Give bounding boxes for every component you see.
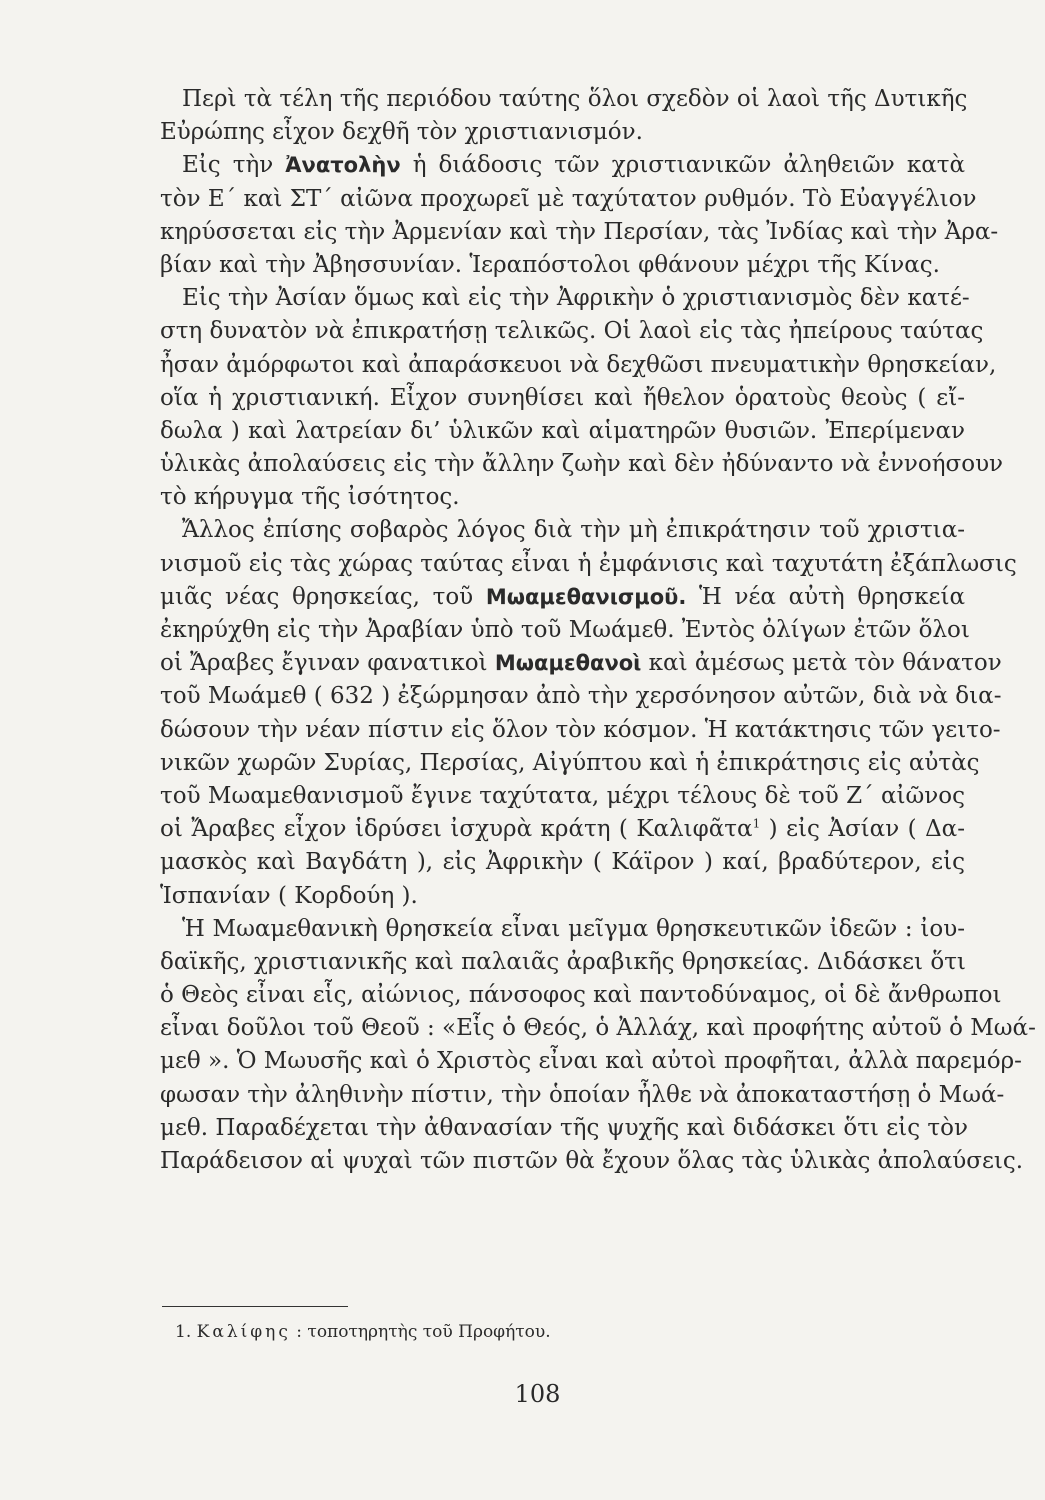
footnote-number: 1. [175,1322,192,1342]
text-line [160,249,965,282]
text-run: Ἡ νέα αὐτὴ θρησκεία [686,583,966,610]
text-line [160,880,965,913]
text-run: Περὶ τὰ τέλη τῆς περιόδου ταύτης ὅλοι σχεδὸν οἱ λαοὶ τῆς Δυτικῆς [182,86,968,112]
text-run: μασκὸς καὶ Βαγδάτη ), εἰς Ἀφρικὴν ( Κάϊρον ) καί, βραδύτερον, εἰς [160,849,965,876]
text-line [160,1079,1005,1112]
text-line [160,349,997,382]
paragraph [160,514,1017,912]
text-run: Ἄλλος ἐπίσης σοβαρὸς λόγος διὰ τὴν μὴ ἐπικράτησιν τοῦ χριστια- [182,517,965,544]
text-run: τοῦ Μωάμεθ ( 632 ) ἐξώρμησαν ἀπὸ τὴν χερσόνησον αὐτῶν, διὰ νὰ δια- [160,683,1002,710]
text-line [160,714,1001,747]
text-run: οἱ Ἄραβες ἔγιναν φανατικοὶ [160,650,495,677]
text-run: ὑλικὰς ἀπολαύσεις εἰς τὴν ἄλλην ζωὴν καὶ δὲν ἠδύναντο νὰ ἐννοήσουν [160,451,1004,478]
text-line [160,415,965,448]
text-run: φωσαν τὴν ἀληθινὴν πίστιν, τὴν ὁποίαν ἦλθε νὰ ἀποκαταστήσῃ ὁ Μωά- [160,1081,1005,1108]
text-line [160,216,999,249]
text-line [160,913,965,946]
text-line [160,1145,1024,1178]
text-run: ἡ διάδοσις τῶν χριστιανικῶν ἀληθειῶν κατὰ [400,152,965,179]
text-run: μεθ. Παραδέχεται τὴν ἀθανασίαν τῆς ψυχῆς καὶ διδάσκει ὅτι εἰς τὸν [160,1114,968,1141]
footnote-text: : τοποτηρητὴς τοῦ Προφήτου. [296,1322,551,1342]
text-run: τοῦ Μωαμεθανισμοῦ ἔγινε ταχύτατα, μέχρι τέλους δὲ τοῦ Ζ΄ αἰῶνος [160,782,965,809]
text-line [160,83,968,116]
text-run: Εὐρώπης εἶχον δεχθῆ τὸν χριστιανισμόν. [160,119,643,146]
text-run: βίαν καὶ τὴν Ἀβησσυνίαν. Ἱεραπόστολοι φθάνουν μέχρι τῆς Κίνας. [160,251,940,278]
text-line [160,116,965,149]
text-line [160,548,1017,581]
text-run: ἦσαν ἀμόρφωτοι καὶ ἀπαράσκευοι νὰ δεχθῶσι πνευματικὴν θρησκείαν, [160,351,997,378]
text-run: ) εἰς Ἀσίαν ( Δα- [760,816,965,843]
paragraph [160,913,1036,1179]
text-line [160,282,970,315]
text-run: Εἰς τὴν [182,152,286,179]
text-run: ὁ Θεὸς εἶναι εἷς, αἰώνιος, πάνσοφος καὶ παντοδύναμος, οἱ δὲ ἄνθρωποι [160,982,1002,1009]
text-run: καὶ ἀμέσως μετὰ τὸν θάνατον [641,650,1002,677]
paragraph [160,149,999,282]
text-run: Ἱσπανίαν ( Κορδούη ). [160,882,418,909]
text-line [160,1112,968,1145]
text-run: μεθ ». Ὁ Μωυσῆς καὶ ὁ Χριστὸς εἶναι καὶ αὐτοὶ προφῆται, ἀλλὰ παρεμόρ- [160,1048,1022,1075]
text-run: ἐκηρύχθη εἰς τὴν Ἀραβίαν ὑπὸ τοῦ Μωάμεθ. Ἐντὸς ὀλίγων ἐτῶν ὅλοι [160,617,970,643]
text-line [160,448,1004,481]
text-line [160,647,1002,680]
text-line [160,1012,1036,1045]
text-line [160,846,965,879]
text-line [160,979,1002,1012]
text-run: κηρύσσεται εἰς τὴν Ἀρμενίαν καὶ τὴν Περσίαν, τὰς Ἰνδίας καὶ τὴν Ἀρα- [160,218,999,245]
paragraph [160,282,1004,514]
text-line [160,946,965,979]
footnote-term: Καλίφης [196,1322,291,1342]
footnote-divider [162,1306,348,1307]
text-line [160,1045,1022,1078]
text-run: οἵα ἡ χριστιανική. Εἶχον συνηθίσει καὶ ἤθελον ὁρατοὺς θεοὺς ( εἴ- [160,384,965,411]
text-line [160,747,980,780]
text-line [160,614,970,647]
footnote-marker: 1 [752,816,761,831]
bold-term: Μωαμεθανοὶ [494,651,642,676]
text-line [160,813,965,846]
paragraph [160,83,968,149]
text-line [160,780,965,813]
text-line [160,382,965,415]
text-line [160,581,965,614]
text-run: νικῶν χωρῶν Συρίας, Περσίας, Αἰγύπτου καὶ ἡ ἐπικράτησις εἰς αὐτὰς [160,749,980,776]
text-line [160,183,977,216]
text-line [160,149,965,182]
text-line [160,680,1002,713]
text-line [160,481,965,514]
bold-term: Ἀνατολὴν [285,153,401,178]
text-run: Ἡ Μωαμεθανικὴ θρησκεία εἶναι μεῖγμα θρησκευτικῶν ἰδεῶν : ἰου- [182,915,965,942]
footnote [175,1322,551,1342]
text-run: οἱ Ἄραβες εἶχον ἱδρύσει ἰσχυρὰ κράτη ( Καλιφᾶτα [160,816,753,843]
text-run: τὸν Ε΄ καὶ ΣΤ΄ αἰῶνα προχωρεῖ μὲ ταχύτατον ρυθμόν. Τὸ Εὐαγγέλιον [160,185,977,212]
bold-term: Μωαμεθανισμοῦ. [485,584,687,609]
text-run: Παράδεισον αἱ ψυχαὶ τῶν πιστῶν θὰ ἔχουν ὅλας τὰς ὑλικὰς ἀπολαύσεις. [160,1148,1024,1174]
page-number: 108 [514,1380,561,1408]
text-line [160,315,984,348]
text-run: Εἰς τὴν Ἀσίαν ὅμως καὶ εἰς τὴν Ἀφρικὴν ὁ χριστιανισμὸς δὲν κατέ- [182,285,970,312]
body-text [160,83,1036,1178]
text-run: τὸ κήρυγμα τῆς ἰσότητος. [160,484,460,511]
text-run: εἶναι δοῦλοι τοῦ Θεοῦ : «Εἷς ὁ Θεός, ὁ Ἀλλάχ, καὶ προφήτης αὐτοῦ ὁ Μωά- [160,1015,1036,1042]
text-line [160,514,965,547]
text-run: δαϊκῆς, χριστιανικῆς καὶ παλαιᾶς ἀραβικῆς θρησκείας. Διδάσκει ὅτι [160,948,966,975]
text-run: στη δυνατὸν νὰ ἐπικρατήσῃ τελικῶς. Οἱ λαοὶ εἰς τὰς ἠπείρους ταύτας [160,318,984,345]
text-run: νισμοῦ εἰς τὰς χώρας ταύτας εἶναι ἡ ἐμφάνισις καὶ ταχυτάτη ἐξάπλωσις [160,550,1017,577]
text-run: δωλα ) καὶ λατρείαν δι’ ὑλικῶν καὶ αἱματηρῶν θυσιῶν. Ἐπερίμεναν [160,417,965,444]
text-run: δώσουν τὴν νέαν πίστιν εἰς ὅλον τὸν κόσμον. Ἡ κατάκτησις τῶν γειτο- [160,716,1001,743]
text-run: μιᾶς νέας θρησκείας, τοῦ [160,583,486,610]
